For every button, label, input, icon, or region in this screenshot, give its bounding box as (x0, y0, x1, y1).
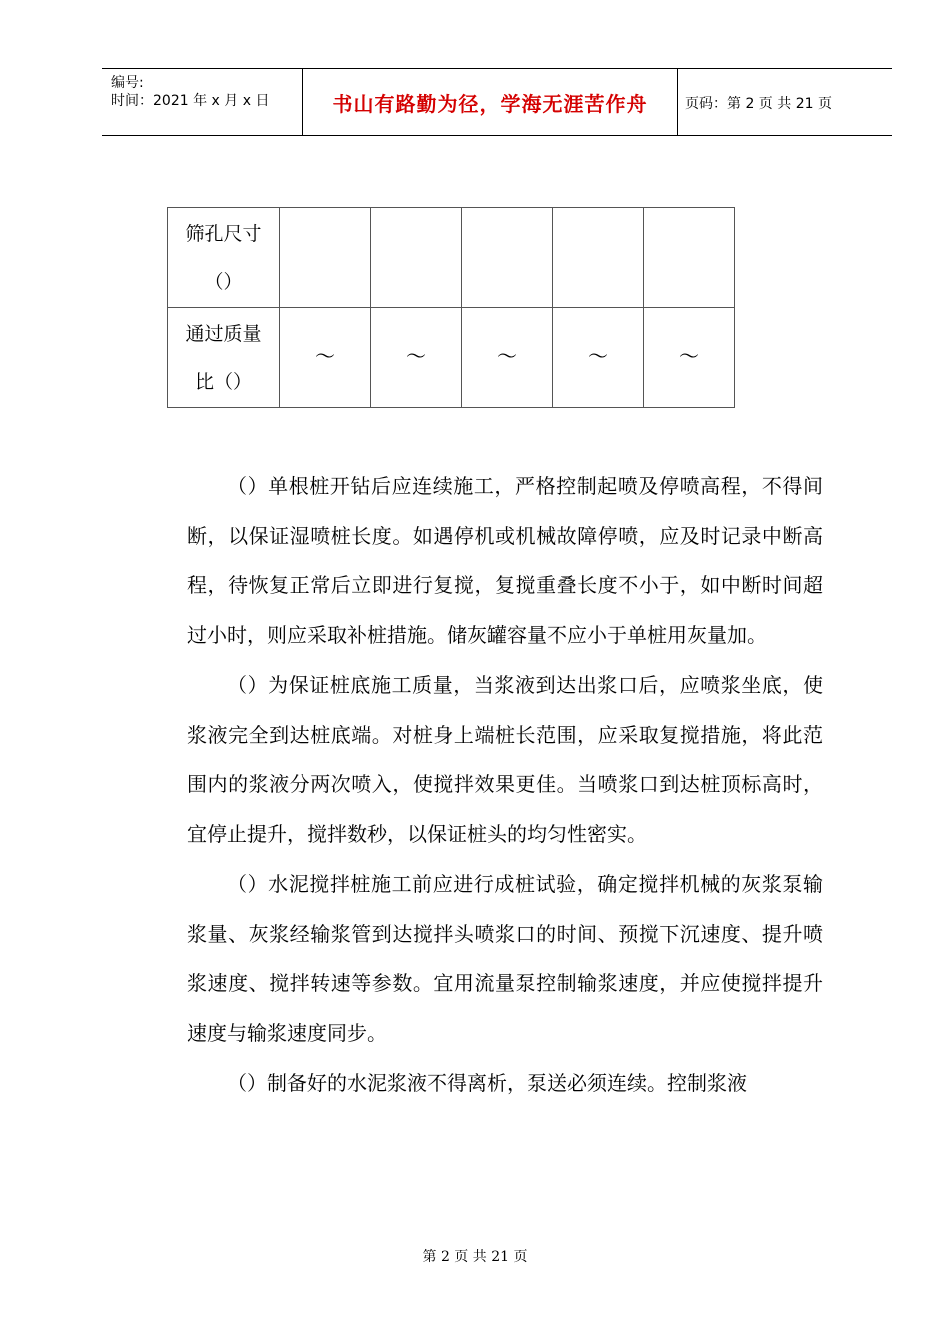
table-cell (553, 308, 644, 408)
table-cell (644, 208, 735, 308)
table-cell (280, 208, 371, 308)
sieve-size-label-line2: （） (204, 270, 243, 293)
table-cell (644, 308, 735, 408)
table-row (168, 208, 735, 308)
range-value: ～ (588, 344, 608, 368)
page-footer: 第 2 页 共 21 页 (422, 1249, 528, 1265)
document-time: 时间：2021 年 x 月 x 日 (111, 93, 270, 109)
table-cell (553, 208, 644, 308)
pass-ratio-label-line1: 通过质量 (185, 322, 262, 345)
header-page-info: 页码：第 2 页 共 21 页 (685, 95, 832, 112)
range-value: ～ (315, 344, 335, 368)
table-cell (462, 208, 553, 308)
sieve-table (167, 207, 735, 408)
table-cell (371, 308, 462, 408)
range-value: ～ (497, 344, 517, 368)
paragraph: （）为保证桩底施工质量，当浆液到达出浆口后，应喷浆坐底，使浆液完全到达桩底端。对桩身上端桩长范围，应采取复搅措施，将此范围内的浆液分两次喷入，使搅拌效果更佳。当喷浆口到达桩顶标高时，宜停止提升，搅拌数秒，以保证桩头的均匀性密实。 (187, 673, 823, 846)
header-meta (111, 74, 269, 110)
pass-ratio-label (168, 308, 280, 408)
table-cell (462, 308, 553, 408)
document-number-label: 编号: (111, 75, 144, 91)
range-value: ～ (679, 344, 699, 368)
sieve-size-label-line1: 筛孔尺寸 (185, 222, 262, 245)
pass-ratio-label-line2: 比（） (194, 370, 252, 393)
table-cell (371, 208, 462, 308)
paragraph: （）制备好的水泥浆液不得离析，泵送必须连续。控制浆液 (227, 1071, 747, 1095)
page-header (102, 68, 892, 136)
header-divider-right (677, 69, 678, 136)
body-text (187, 462, 823, 1109)
header-motto: 书山有路勤为径，学海无涯苦作舟 (332, 92, 648, 116)
table-cell (280, 308, 371, 408)
sieve-size-label (168, 208, 280, 308)
range-value: ～ (406, 344, 426, 368)
paragraph: （）水泥搅拌桩施工前应进行成桩试验，确定搅拌机械的灰浆泵输浆量、灰浆经输浆管到达搅拌头喷浆口的时间、预搅下沉速度、提升喷浆速度、搅拌转速等参数。宜用流量泵控制输浆速度，并应使搅拌提升速度与输浆速度同步。 (187, 872, 823, 1045)
table-row (168, 308, 735, 408)
paragraph: （）单根桩开钻后应连续施工，严格控制起喷及停喷高程，不得间断，以保证湿喷桩长度。如遇停机或机械故障停喷，应及时记录中断高程，待恢复正常后立即进行复搅，复搅重叠长度不小于，如中断时间超过小时，则应采取补桩措施。储灰罐容量不应小于单桩用灰量加。 (187, 474, 823, 647)
